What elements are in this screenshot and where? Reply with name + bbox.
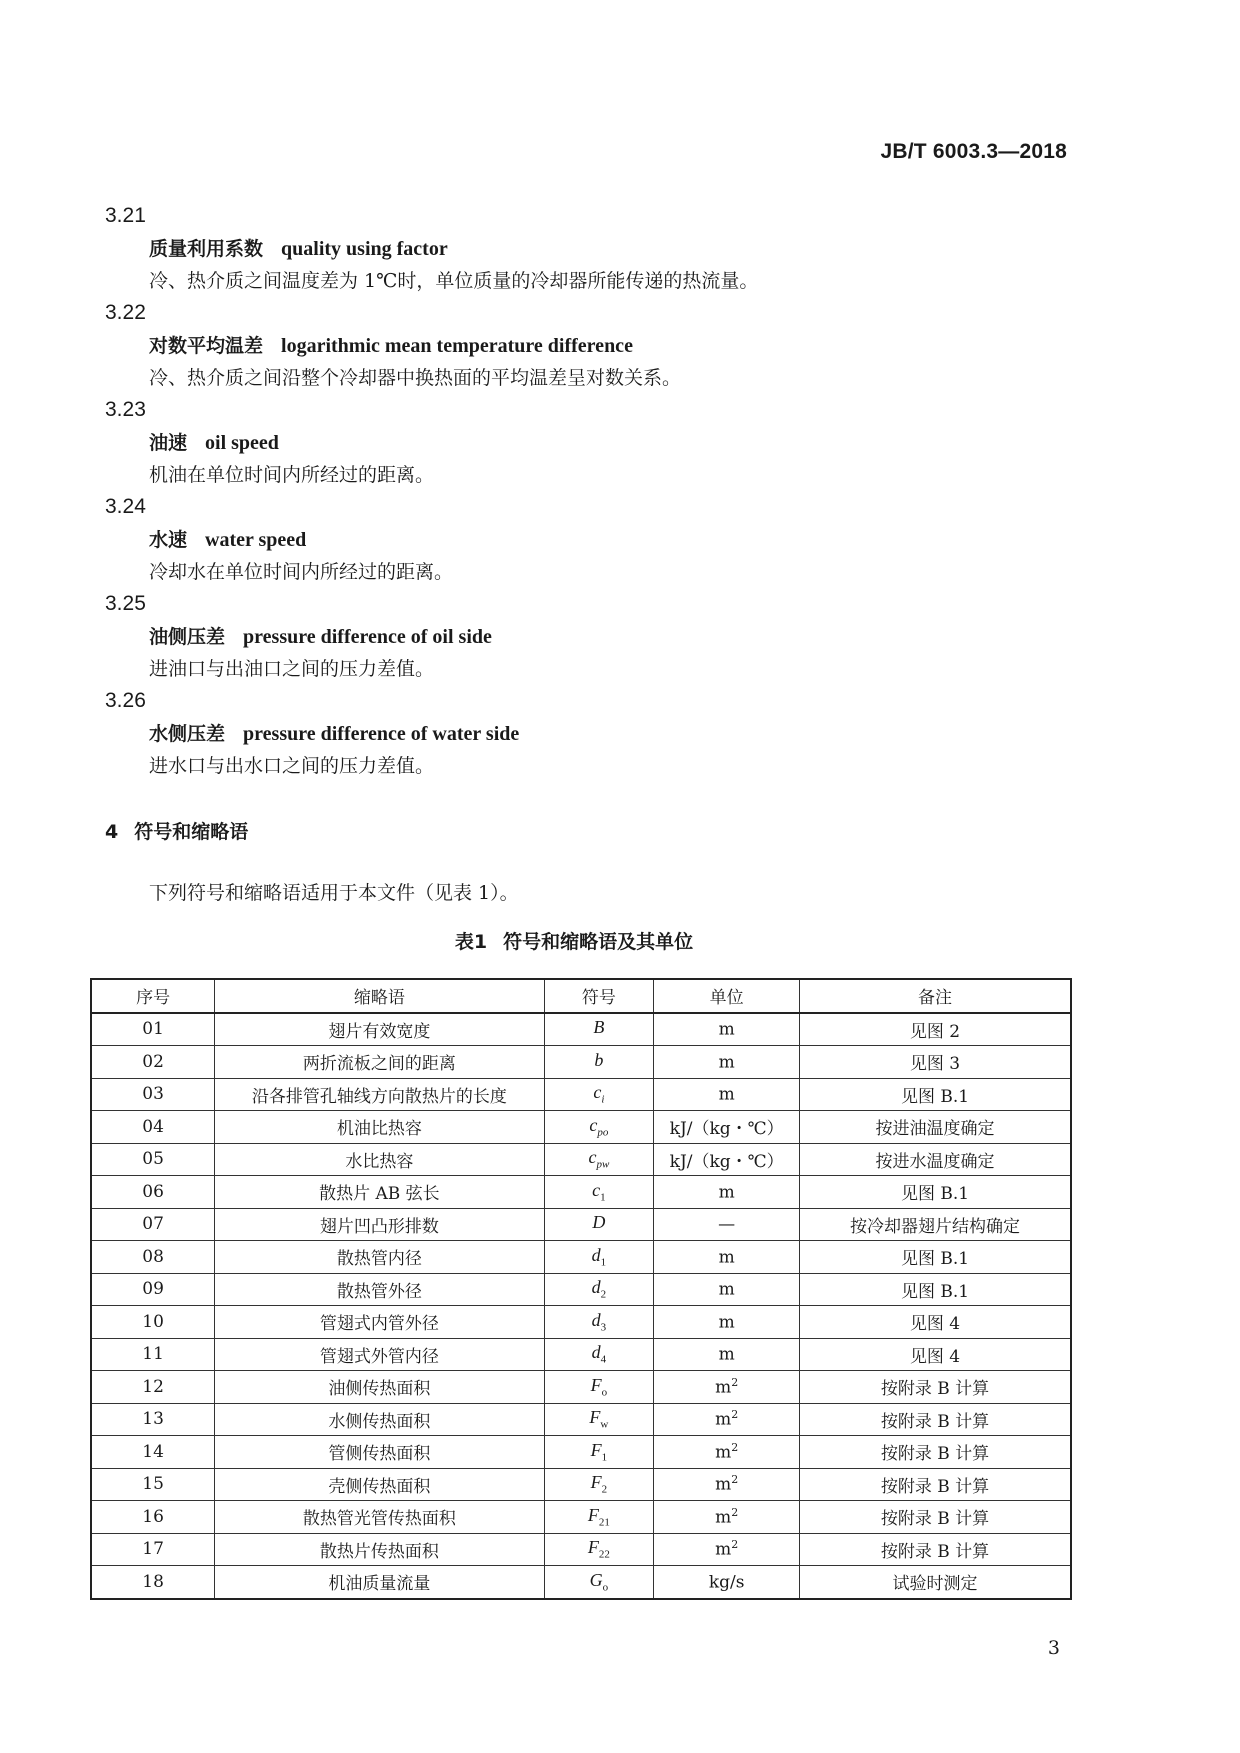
cell-abbrev: 水比热容	[215, 1143, 544, 1176]
cell-abbrev: 管翅式外管内径	[215, 1338, 544, 1371]
symbol-base: c	[588, 1147, 597, 1168]
cell-note: 按冷却器翅片结构确定	[800, 1208, 1071, 1241]
table-row	[91, 1371, 1071, 1404]
cell-abbrev: 机油质量流量	[215, 1566, 544, 1599]
table-row	[91, 1176, 1071, 1209]
cell-symbol	[544, 1371, 654, 1404]
cell-symbol	[544, 1176, 654, 1209]
symbol-subscript: 3	[600, 1321, 607, 1334]
unit-base: kJ/（kg・℃）	[669, 1119, 784, 1140]
cell-symbol	[544, 1046, 654, 1079]
cell-unit	[654, 1208, 800, 1241]
term-definition: 机油在单位时间内所经过的距离。	[149, 464, 435, 486]
table-row	[91, 1533, 1071, 1566]
cell-unit	[654, 1046, 800, 1079]
table-row	[91, 1013, 1071, 1046]
term-chinese: 油侧压差	[149, 626, 226, 648]
symbol-base: F	[590, 1439, 602, 1460]
cell-symbol	[544, 1501, 654, 1534]
cell-abbrev: 水侧传热面积	[215, 1403, 544, 1436]
term-line	[105, 620, 1065, 653]
unit-base: m	[715, 1507, 732, 1528]
cell-symbol	[544, 1111, 654, 1144]
cell-unit	[654, 1338, 800, 1371]
term-definition: 冷、热介质之间温度差为 1℃时，单位质量的冷却器所能传递的热流量。	[149, 270, 759, 292]
cell-no: 13	[91, 1403, 215, 1436]
symbol-subscript: i	[601, 1094, 605, 1107]
symbol-subscript: po	[597, 1126, 609, 1139]
cell-abbrev: 散热管内径	[215, 1241, 544, 1274]
cell-no: 16	[91, 1501, 215, 1534]
symbol-base: c	[593, 1082, 602, 1103]
term-line	[105, 426, 1065, 459]
symbol-base: F	[590, 1374, 602, 1395]
cell-unit	[654, 1078, 800, 1111]
cell-unit	[654, 1371, 800, 1404]
cell-symbol	[544, 1013, 654, 1046]
cell-note: 按附录 B 计算	[800, 1371, 1071, 1404]
cell-note: 见图 4	[800, 1306, 1071, 1339]
section-number: 3.22	[105, 301, 146, 324]
symbol-subscript: pw	[596, 1159, 610, 1172]
cell-unit	[654, 1403, 800, 1436]
cell-symbol	[544, 1403, 654, 1436]
document-id: JB/T 6003.3—2018	[880, 140, 1067, 163]
symbol-base: B	[593, 1017, 605, 1038]
cell-note: 按附录 B 计算	[800, 1533, 1071, 1566]
header-note: 备注	[800, 979, 1071, 1013]
table-caption-label: 表1	[454, 931, 488, 953]
cell-unit	[654, 1176, 800, 1209]
table-row	[91, 1436, 1071, 1469]
table-row	[91, 1403, 1071, 1436]
symbol-subscript: 1	[600, 1256, 607, 1269]
cell-abbrev: 散热管外径	[215, 1273, 544, 1306]
unit-base: m	[718, 1280, 735, 1301]
cell-symbol	[544, 1078, 654, 1111]
cell-abbrev: 管翅式内管外径	[215, 1306, 544, 1339]
table-row	[91, 1078, 1071, 1111]
cell-note: 见图 B.1	[800, 1241, 1071, 1274]
symbol-base: G	[589, 1569, 603, 1590]
table-body	[91, 1013, 1071, 1599]
symbol-base: b	[594, 1049, 604, 1070]
term-english: oil speed	[205, 432, 279, 454]
term-chinese: 水速	[149, 529, 188, 551]
symbol-base: d	[591, 1309, 601, 1330]
cell-no: 11	[91, 1338, 215, 1371]
symbol-subscript: 1	[600, 1191, 606, 1204]
cell-note: 见图 4	[800, 1338, 1071, 1371]
unit-base: kJ/（kg・℃）	[669, 1151, 784, 1172]
cell-note: 按附录 B 计算	[800, 1501, 1071, 1534]
chapter-title: 符号和缩略语	[134, 821, 249, 843]
term-english: logarithmic mean temperature difference	[281, 335, 633, 357]
cell-symbol	[544, 1436, 654, 1469]
cell-note: 按进油温度确定	[800, 1111, 1071, 1144]
section-number: 3.23	[105, 398, 146, 421]
cell-abbrev: 机油比热容	[215, 1111, 544, 1144]
cell-unit	[654, 1013, 800, 1046]
cell-abbrev: 沿各排管孔轴线方向散热片的长度	[215, 1078, 544, 1111]
cell-note: 按附录 B 计算	[800, 1468, 1071, 1501]
cell-note: 按附录 B 计算	[800, 1436, 1071, 1469]
header-no: 序号	[91, 979, 215, 1013]
cell-symbol	[544, 1533, 654, 1566]
cell-no: 02	[91, 1046, 215, 1079]
cell-abbrev: 散热管光管传热面积	[215, 1501, 544, 1534]
term-chinese: 水侧压差	[149, 723, 226, 745]
cell-abbrev: 翅片有效宽度	[215, 1013, 544, 1046]
symbol-subscript: 21	[598, 1516, 610, 1529]
cell-symbol	[544, 1338, 654, 1371]
unit-base: m	[718, 1345, 735, 1366]
cell-unit	[654, 1273, 800, 1306]
term-definition: 冷、热介质之间沿整个冷却器中换热面的平均温差呈对数关系。	[149, 367, 682, 389]
unit-base: m	[715, 1377, 732, 1398]
cell-abbrev: 散热片 AB 弦长	[215, 1176, 544, 1209]
terms-list	[105, 200, 1065, 782]
table-row	[91, 1566, 1071, 1599]
symbol-base: D	[592, 1212, 606, 1233]
unit-base: m	[718, 1247, 735, 1268]
page-number: 3	[1047, 1637, 1060, 1659]
section-number: 3.26	[105, 689, 146, 712]
cell-unit	[654, 1111, 800, 1144]
chapter-number: 4	[105, 821, 119, 843]
cell-no: 15	[91, 1468, 215, 1501]
cell-abbrev: 管侧传热面积	[215, 1436, 544, 1469]
term-line	[105, 717, 1065, 750]
cell-unit	[654, 1143, 800, 1176]
term-chinese: 油速	[149, 432, 188, 454]
unit-base: m	[718, 1182, 735, 1203]
cell-unit	[654, 1241, 800, 1274]
cell-unit	[654, 1436, 800, 1469]
header-symbol: 符号	[544, 979, 654, 1013]
cell-abbrev: 油侧传热面积	[215, 1371, 544, 1404]
cell-abbrev: 两折流板之间的距离	[215, 1046, 544, 1079]
cell-symbol	[544, 1143, 654, 1176]
term-line	[105, 329, 1065, 362]
table-row	[91, 1208, 1071, 1241]
table-caption-title: 符号和缩略语及其单位	[503, 931, 694, 953]
cell-note: 试验时测定	[800, 1566, 1071, 1599]
unit-base: m	[718, 1052, 735, 1073]
unit-base: m	[718, 1312, 735, 1333]
header-abbrev: 缩略语	[215, 979, 544, 1013]
cell-note: 见图 B.1	[800, 1176, 1071, 1209]
cell-no: 14	[91, 1436, 215, 1469]
symbol-base: F	[589, 1407, 601, 1428]
cell-note: 见图 B.1	[800, 1078, 1071, 1111]
symbol-subscript: 4	[600, 1354, 607, 1367]
cell-no: 05	[91, 1143, 215, 1176]
unit-base: m	[715, 1442, 732, 1463]
symbol-subscript: o	[601, 1386, 608, 1399]
cell-unit	[654, 1306, 800, 1339]
unit-exponent: 2	[731, 1408, 739, 1422]
term-english: pressure difference of oil side	[243, 626, 492, 648]
unit-base: kg/s	[708, 1572, 745, 1593]
cell-unit	[654, 1468, 800, 1501]
cell-abbrev: 翅片凹凸形排数	[215, 1208, 544, 1241]
cell-no: 03	[91, 1078, 215, 1111]
document-body	[105, 200, 1065, 960]
section-number: 3.25	[105, 592, 146, 615]
cell-symbol	[544, 1208, 654, 1241]
header-unit: 单位	[654, 979, 800, 1013]
table-row	[91, 1046, 1071, 1079]
symbol-subscript: o	[602, 1581, 609, 1594]
symbol-base: d	[591, 1342, 601, 1363]
symbol-base: F	[590, 1472, 602, 1493]
cell-note: 见图 B.1	[800, 1273, 1071, 1306]
symbol-base: F	[587, 1504, 599, 1525]
unit-exponent: 2	[731, 1440, 739, 1454]
table-row	[91, 1111, 1071, 1144]
cell-unit	[654, 1533, 800, 1566]
unit-exponent: 2	[731, 1538, 739, 1552]
section-number: 3.24	[105, 495, 146, 518]
cell-symbol	[544, 1273, 654, 1306]
cell-no: 01	[91, 1013, 215, 1046]
table-row	[91, 1468, 1071, 1501]
term-chinese: 对数平均温差	[149, 335, 264, 357]
unit-base: m	[715, 1410, 732, 1431]
symbol-subscript: 2	[601, 1484, 608, 1497]
unit-exponent: 2	[731, 1505, 739, 1519]
cell-no: 06	[91, 1176, 215, 1209]
section-number: 3.21	[105, 204, 146, 227]
table-row	[91, 1338, 1071, 1371]
term-definition: 进水口与出水口之间的压力差值。	[149, 755, 435, 777]
symbol-subscript: w	[600, 1419, 609, 1432]
cell-note: 按附录 B 计算	[800, 1403, 1071, 1436]
term-english: water speed	[205, 529, 307, 551]
term-english: quality using factor	[281, 238, 448, 260]
table-row	[91, 1143, 1071, 1176]
symbols-table	[90, 978, 1072, 1600]
table-row	[91, 1241, 1071, 1274]
table-row	[91, 1501, 1071, 1534]
table-row	[91, 1273, 1071, 1306]
cell-note: 见图 3	[800, 1046, 1071, 1079]
symbol-base: c	[592, 1179, 601, 1200]
term-line	[105, 232, 1065, 265]
cell-abbrev: 散热片传热面积	[215, 1533, 544, 1566]
cell-unit	[654, 1501, 800, 1534]
term-definition: 冷却水在单位时间内所经过的距离。	[149, 561, 454, 583]
cell-no: 07	[91, 1208, 215, 1241]
cell-note: 见图 2	[800, 1013, 1071, 1046]
cell-symbol	[544, 1468, 654, 1501]
term-line	[105, 523, 1065, 556]
cell-no: 12	[91, 1371, 215, 1404]
cell-unit	[654, 1566, 800, 1599]
cell-no: 18	[91, 1566, 215, 1599]
symbol-base: c	[589, 1114, 598, 1135]
cell-note: 按进水温度确定	[800, 1143, 1071, 1176]
term-chinese: 质量利用系数	[149, 238, 264, 260]
cell-no: 09	[91, 1273, 215, 1306]
cell-no: 10	[91, 1306, 215, 1339]
symbol-subscript: 22	[598, 1549, 610, 1562]
symbol-base: F	[587, 1537, 599, 1558]
term-definition: 进油口与出油口之间的压力差值。	[149, 658, 435, 680]
table-caption	[89, 924, 1059, 960]
cell-symbol	[544, 1566, 654, 1599]
unit-base: —	[718, 1215, 736, 1236]
cell-symbol	[544, 1241, 654, 1274]
symbol-subscript: 2	[600, 1289, 607, 1302]
cell-no: 04	[91, 1111, 215, 1144]
cell-no: 08	[91, 1241, 215, 1274]
symbol-base: d	[591, 1244, 601, 1265]
unit-exponent: 2	[731, 1375, 739, 1389]
chapter-intro: 下列符号和缩略语适用于本文件（见表 1）。	[149, 882, 519, 904]
symbol-base: d	[591, 1277, 601, 1298]
unit-base: m	[718, 1085, 735, 1106]
cell-symbol	[544, 1306, 654, 1339]
table-header-row	[91, 979, 1071, 1013]
cell-no: 17	[91, 1533, 215, 1566]
unit-base: m	[715, 1540, 732, 1561]
unit-exponent: 2	[731, 1473, 739, 1487]
chapter-heading	[105, 814, 1065, 850]
term-english: pressure difference of water side	[243, 723, 520, 745]
symbol-subscript: 1	[601, 1451, 608, 1464]
unit-base: m	[715, 1475, 732, 1496]
cell-abbrev: 壳侧传热面积	[215, 1468, 544, 1501]
unit-base: m	[718, 1020, 735, 1041]
table-row	[91, 1306, 1071, 1339]
